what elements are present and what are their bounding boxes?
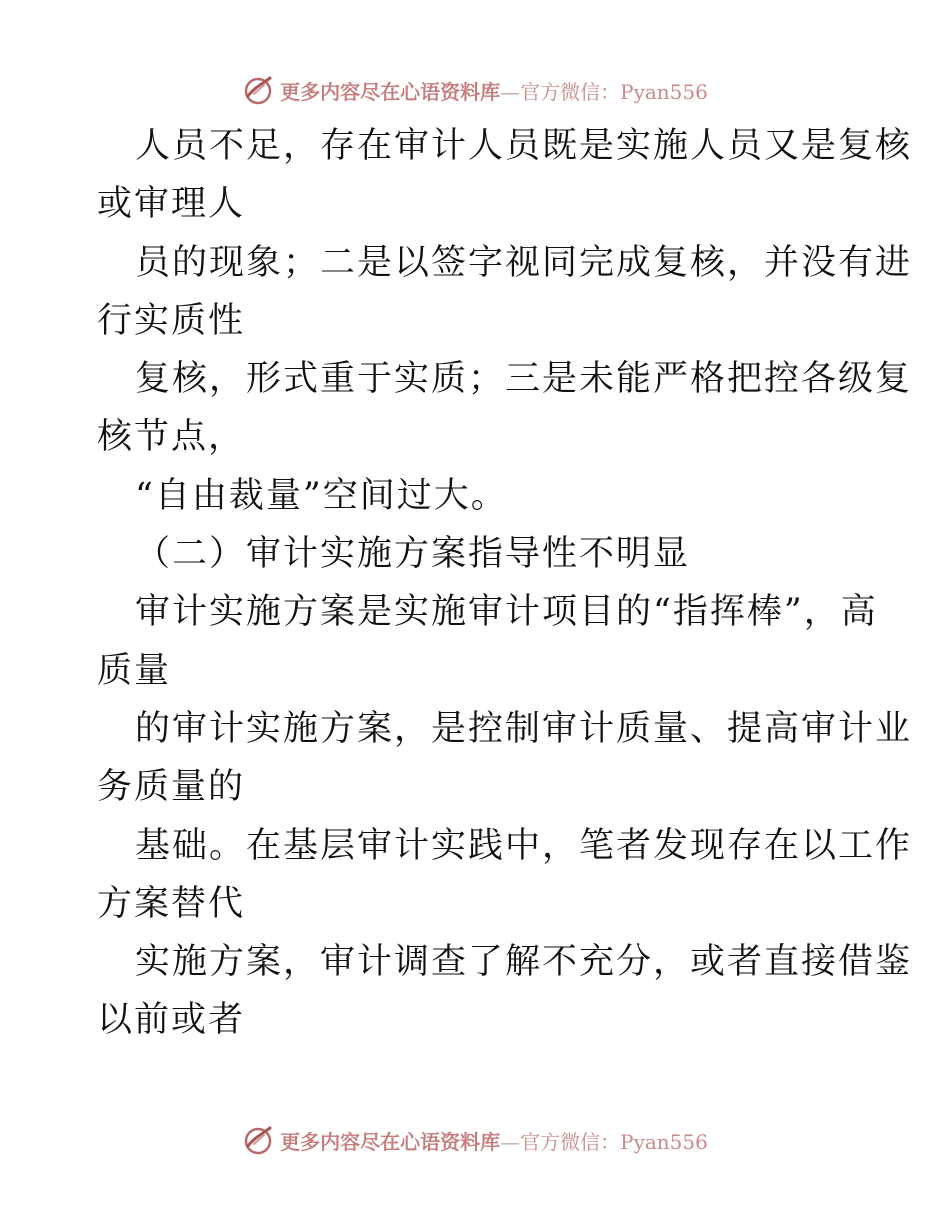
text-line: 方案替代 (97, 883, 246, 924)
page-header-banner (0, 70, 950, 110)
text-line: 的审计实施方案，是控制审计质量、提高审计业 (135, 708, 913, 749)
page-footer-banner (0, 1120, 950, 1160)
banner-wechat: 官方微信：Pyan556 (520, 79, 708, 104)
text-line: 人员不足，存在审计人员既是实施人员又是复核 (135, 126, 913, 166)
banner-separator: — (500, 79, 521, 104)
section-heading: （二）审计实施方案指导性不明显 (135, 534, 691, 575)
banner-separator: — (500, 1129, 521, 1154)
text-line: 务质量的 (97, 767, 246, 808)
banner-site-name: 更多内容尽在心语资料库 (280, 79, 501, 104)
text-line: 审计实施方案是实施审计项目的“指挥棒”，高 (135, 592, 878, 633)
text-line: 以前或者 (97, 1000, 246, 1041)
banner-wechat: 官方微信：Pyan556 (520, 1129, 708, 1154)
banner-text (280, 76, 708, 105)
text-line: 质量 (97, 650, 172, 691)
text-line: 核节点， (97, 417, 246, 458)
banner-text (280, 1126, 708, 1155)
text-line: 基础。在基层审计实践中，笔者发现存在以工作 (135, 825, 913, 866)
document-body (97, 117, 913, 1050)
text-line: “自由裁量”空间过大。 (135, 475, 508, 516)
text-line: 行实质性 (97, 300, 246, 341)
brush-stroke-logo-icon (242, 1124, 274, 1156)
text-line: 实施方案，审计调查了解不充分，或者直接借鉴 (135, 942, 913, 983)
brush-stroke-logo-icon (242, 74, 274, 106)
text-line: 或审理人 (97, 184, 246, 225)
text-line: 复核，形式重于实质；三是未能严格把控各级复 (135, 359, 913, 400)
banner-site-name: 更多内容尽在心语资料库 (280, 1129, 501, 1154)
text-line: 员的现象；二是以签字视同完成复核，并没有进 (135, 242, 913, 283)
